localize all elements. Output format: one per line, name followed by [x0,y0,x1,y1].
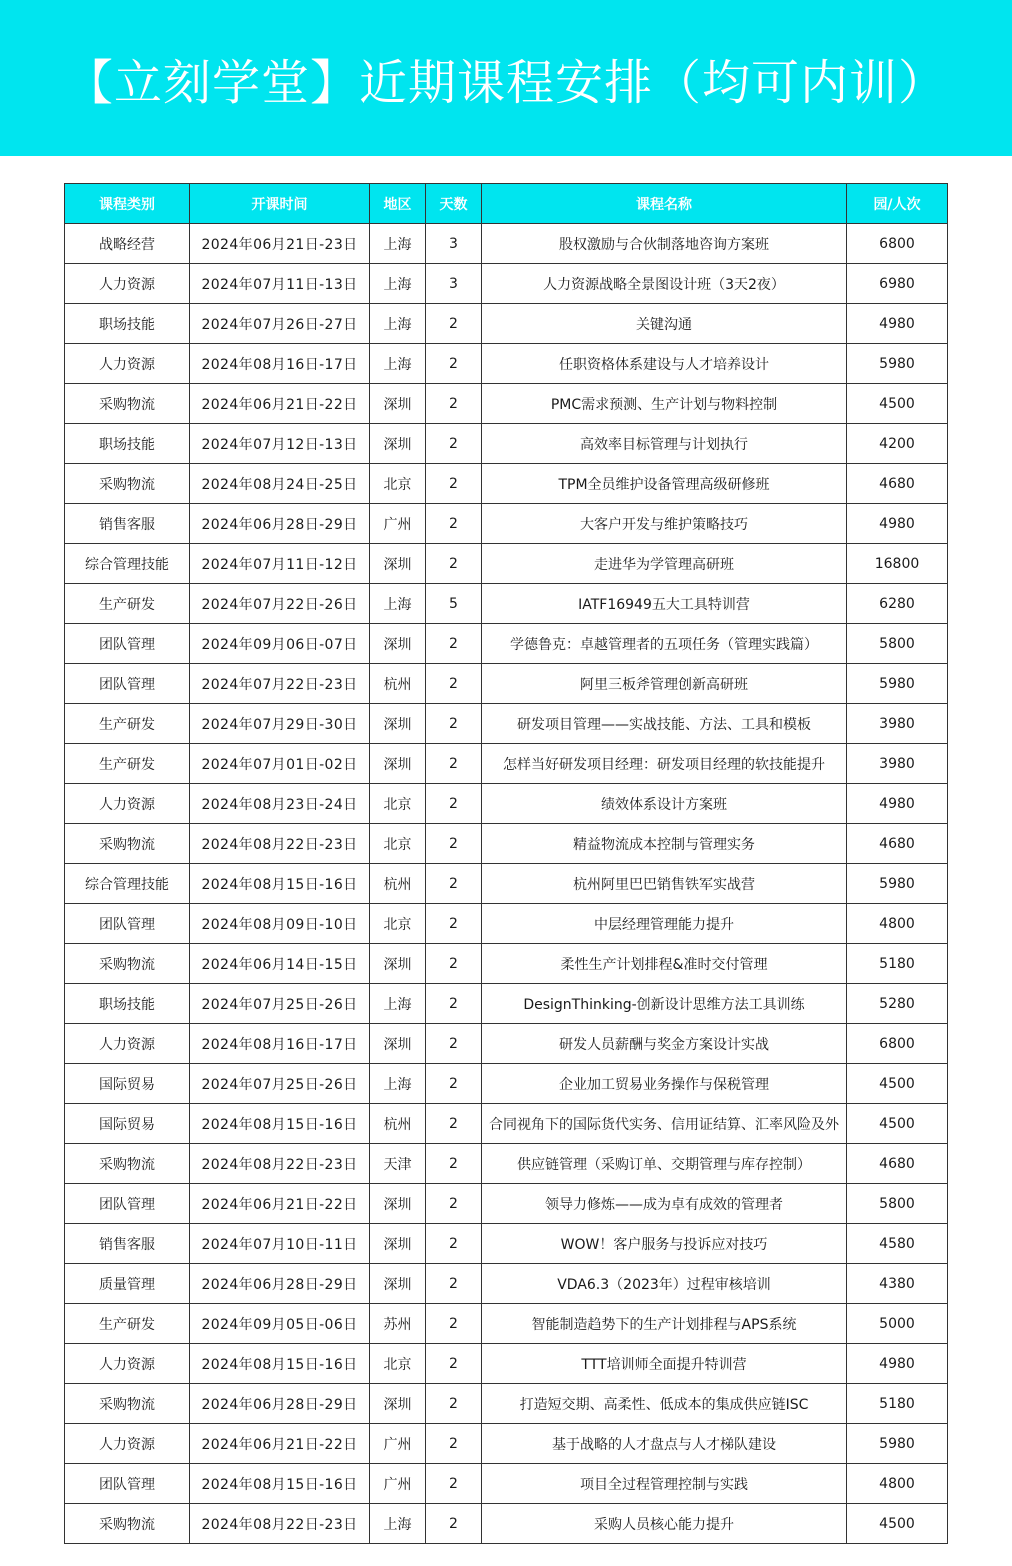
course-name-cell: TTT培训师全面提升特训营 [482,1344,847,1384]
category-cell: 销售客服 [65,1224,190,1264]
price-cell: 5980 [847,864,948,904]
price-cell: 3980 [847,704,948,744]
table-row [65,304,948,344]
table-row [65,264,948,304]
days-cell: 2 [426,424,482,464]
table-row [65,224,948,264]
region-cell: 广州 [370,504,426,544]
category-cell: 生产研发 [65,744,190,784]
table-header-row [65,184,948,224]
date-cell: 2024年08月09日-10日 [190,904,370,944]
price-cell: 5180 [847,1384,948,1424]
course-schedule-table [64,183,948,1544]
table-row [65,1024,948,1064]
region-cell: 北京 [370,1344,426,1384]
date-cell: 2024年06月21日-22日 [190,384,370,424]
course-name-cell: WOW！客户服务与投诉应对技巧 [482,1224,847,1264]
region-cell: 上海 [370,224,426,264]
course-name-cell: 供应链管理（采购订单、交期管理与库存控制） [482,1144,847,1184]
table-row [65,1424,948,1464]
date-cell: 2024年08月15日-16日 [190,1464,370,1504]
category-cell: 综合管理技能 [65,544,190,584]
course-name-cell: DesignThinking-创新设计思维方法工具训练 [482,984,847,1024]
category-cell: 采购物流 [65,824,190,864]
table-row [65,1144,948,1184]
date-cell: 2024年08月22日-23日 [190,1144,370,1184]
region-cell: 深圳 [370,624,426,664]
date-cell: 2024年07月26日-27日 [190,304,370,344]
category-cell: 人力资源 [65,1424,190,1464]
date-cell: 2024年08月24日-25日 [190,464,370,504]
region-cell: 北京 [370,784,426,824]
price-cell: 4500 [847,384,948,424]
price-cell: 4680 [847,1144,948,1184]
date-cell: 2024年07月25日-26日 [190,984,370,1024]
course-name-cell: 研发项目管理——实战技能、方法、工具和模板 [482,704,847,744]
category-cell: 职场技能 [65,424,190,464]
table-row [65,1344,948,1384]
table-row [65,624,948,664]
category-cell: 生产研发 [65,704,190,744]
price-cell: 5980 [847,664,948,704]
price-cell: 6800 [847,224,948,264]
date-cell: 2024年09月05日-06日 [190,1304,370,1344]
date-cell: 2024年08月22日-23日 [190,1504,370,1544]
region-cell: 上海 [370,584,426,624]
course-name-cell: 精益物流成本控制与管理实务 [482,824,847,864]
region-cell: 广州 [370,1424,426,1464]
price-cell: 4980 [847,504,948,544]
table-row [65,504,948,544]
header-days: 天数 [426,184,482,224]
date-cell: 2024年08月22日-23日 [190,824,370,864]
course-name-cell: PMC需求预测、生产计划与物料控制 [482,384,847,424]
region-cell: 深圳 [370,1384,426,1424]
price-cell: 4980 [847,1344,948,1384]
date-cell: 2024年07月01日-02日 [190,744,370,784]
price-cell: 5800 [847,1184,948,1224]
region-cell: 深圳 [370,1224,426,1264]
price-cell: 5180 [847,944,948,984]
price-cell: 5000 [847,1304,948,1344]
table-row [65,424,948,464]
price-cell: 4680 [847,824,948,864]
days-cell: 2 [426,1184,482,1224]
date-cell: 2024年09月06日-07日 [190,624,370,664]
table-row [65,824,948,864]
region-cell: 深圳 [370,384,426,424]
category-cell: 人力资源 [65,344,190,384]
region-cell: 上海 [370,1504,426,1544]
course-name-cell: 关键沟通 [482,304,847,344]
course-name-cell: 怎样当好研发项目经理：研发项目经理的软技能提升 [482,744,847,784]
category-cell: 人力资源 [65,1344,190,1384]
date-cell: 2024年08月15日-16日 [190,1344,370,1384]
table-row [65,984,948,1024]
days-cell: 2 [426,304,482,344]
course-name-cell: 任职资格体系建设与人才培养设计 [482,344,847,384]
course-name-cell: 研发人员薪酬与奖金方案设计实战 [482,1024,847,1064]
days-cell: 2 [426,1224,482,1264]
header-start-time: 开课时间 [190,184,370,224]
title-banner [0,0,1012,156]
course-name-cell: 走进华为学管理高研班 [482,544,847,584]
price-cell: 4500 [847,1064,948,1104]
price-cell: 4680 [847,464,948,504]
region-cell: 深圳 [370,1264,426,1304]
category-cell: 采购物流 [65,1384,190,1424]
price-cell: 4580 [847,1224,948,1264]
region-cell: 杭州 [370,864,426,904]
table-row [65,1384,948,1424]
region-cell: 北京 [370,824,426,864]
category-cell: 战略经营 [65,224,190,264]
days-cell: 2 [426,384,482,424]
days-cell: 2 [426,1104,482,1144]
category-cell: 采购物流 [65,944,190,984]
table-row [65,1184,948,1224]
region-cell: 苏州 [370,1304,426,1344]
course-name-cell: 中层经理管理能力提升 [482,904,847,944]
table-row [65,784,948,824]
days-cell: 2 [426,624,482,664]
table-row [65,664,948,704]
region-cell: 深圳 [370,944,426,984]
header-course-name: 课程名称 [482,184,847,224]
days-cell: 2 [426,664,482,704]
course-name-cell: 股权激励与合伙制落地咨询方案班 [482,224,847,264]
category-cell: 团队管理 [65,624,190,664]
table-row [65,744,948,784]
region-cell: 深圳 [370,1024,426,1064]
header-region: 地区 [370,184,426,224]
page-title: 【立刻学堂】近期课程安排（均可内训） [64,54,947,111]
date-cell: 2024年07月22日-26日 [190,584,370,624]
price-cell: 16800 [847,544,948,584]
days-cell: 2 [426,1304,482,1344]
days-cell: 2 [426,984,482,1024]
region-cell: 杭州 [370,1104,426,1144]
date-cell: 2024年06月28日-29日 [190,1384,370,1424]
category-cell: 采购物流 [65,384,190,424]
date-cell: 2024年06月21日-23日 [190,224,370,264]
category-cell: 国际贸易 [65,1064,190,1104]
category-cell: 国际贸易 [65,1104,190,1144]
region-cell: 上海 [370,264,426,304]
days-cell: 2 [426,704,482,744]
price-cell: 3980 [847,744,948,784]
days-cell: 2 [426,1264,482,1304]
course-name-cell: 采购人员核心能力提升 [482,1504,847,1544]
price-cell: 4800 [847,904,948,944]
category-cell: 生产研发 [65,1304,190,1344]
table-row [65,864,948,904]
date-cell: 2024年07月22日-23日 [190,664,370,704]
days-cell: 2 [426,544,482,584]
days-cell: 2 [426,1464,482,1504]
table-row [65,544,948,584]
category-cell: 人力资源 [65,784,190,824]
days-cell: 2 [426,1024,482,1064]
category-cell: 职场技能 [65,984,190,1024]
date-cell: 2024年06月28日-29日 [190,504,370,544]
region-cell: 天津 [370,1144,426,1184]
table-row [65,464,948,504]
category-cell: 团队管理 [65,1464,190,1504]
header-category: 课程类别 [65,184,190,224]
course-name-cell: 合同视角下的国际货代实务、信用证结算、汇率风险及外 [482,1104,847,1144]
category-cell: 职场技能 [65,304,190,344]
region-cell: 上海 [370,344,426,384]
region-cell: 深圳 [370,1184,426,1224]
region-cell: 深圳 [370,424,426,464]
table-row [65,384,948,424]
region-cell: 上海 [370,984,426,1024]
course-name-cell: IATF16949五大工具特训营 [482,584,847,624]
date-cell: 2024年08月23日-24日 [190,784,370,824]
days-cell: 2 [426,904,482,944]
date-cell: 2024年06月21日-22日 [190,1424,370,1464]
region-cell: 北京 [370,904,426,944]
course-name-cell: 柔性生产计划排程&准时交付管理 [482,944,847,984]
date-cell: 2024年08月15日-16日 [190,1104,370,1144]
category-cell: 采购物流 [65,1144,190,1184]
course-name-cell: 智能制造趋势下的生产计划排程与APS系统 [482,1304,847,1344]
table-body [65,224,948,1544]
category-cell: 团队管理 [65,664,190,704]
price-cell: 4500 [847,1504,948,1544]
price-cell: 5980 [847,344,948,384]
price-cell: 6800 [847,1024,948,1064]
date-cell: 2024年08月16日-17日 [190,1024,370,1064]
course-name-cell: 学德鲁克：卓越管理者的五项任务（管理实践篇） [482,624,847,664]
days-cell: 3 [426,264,482,304]
date-cell: 2024年07月12日-13日 [190,424,370,464]
days-cell: 2 [426,744,482,784]
days-cell: 2 [426,944,482,984]
days-cell: 5 [426,584,482,624]
course-name-cell: TPM全员维护设备管理高级研修班 [482,464,847,504]
table-row [65,1064,948,1104]
course-name-cell: 打造短交期、高柔性、低成本的集成供应链ISC [482,1384,847,1424]
days-cell: 2 [426,1424,482,1464]
date-cell: 2024年08月15日-16日 [190,864,370,904]
course-name-cell: 杭州阿里巴巴销售铁军实战营 [482,864,847,904]
date-cell: 2024年07月25日-26日 [190,1064,370,1104]
course-name-cell: 大客户开发与维护策略技巧 [482,504,847,544]
table-row [65,1504,948,1544]
course-name-cell: 基于战略的人才盘点与人才梯队建设 [482,1424,847,1464]
category-cell: 生产研发 [65,584,190,624]
days-cell: 2 [426,1144,482,1184]
category-cell: 团队管理 [65,904,190,944]
course-name-cell: 绩效体系设计方案班 [482,784,847,824]
days-cell: 2 [426,1384,482,1424]
price-cell: 6980 [847,264,948,304]
course-name-cell: VDA6.3（2023年）过程审核培训 [482,1264,847,1304]
category-cell: 销售客服 [65,504,190,544]
days-cell: 2 [426,464,482,504]
table-row [65,904,948,944]
date-cell: 2024年07月11日-12日 [190,544,370,584]
date-cell: 2024年07月29日-30日 [190,704,370,744]
category-cell: 人力资源 [65,1024,190,1064]
days-cell: 2 [426,1064,482,1104]
days-cell: 2 [426,864,482,904]
price-cell: 4800 [847,1464,948,1504]
price-cell: 5800 [847,624,948,664]
region-cell: 上海 [370,1064,426,1104]
category-cell: 团队管理 [65,1184,190,1224]
days-cell: 2 [426,1504,482,1544]
course-name-cell: 阿里三板斧管理创新高研班 [482,664,847,704]
date-cell: 2024年07月11日-13日 [190,264,370,304]
region-cell: 深圳 [370,744,426,784]
region-cell: 杭州 [370,664,426,704]
table-row [65,1264,948,1304]
price-cell: 4380 [847,1264,948,1304]
date-cell: 2024年08月16日-17日 [190,344,370,384]
days-cell: 2 [426,824,482,864]
days-cell: 2 [426,504,482,544]
region-cell: 深圳 [370,704,426,744]
category-cell: 采购物流 [65,464,190,504]
region-cell: 北京 [370,464,426,504]
table-row [65,1104,948,1144]
table-row [65,1304,948,1344]
table-row [65,584,948,624]
table-row [65,1224,948,1264]
price-cell: 6280 [847,584,948,624]
date-cell: 2024年06月21日-22日 [190,1184,370,1224]
days-cell: 2 [426,1344,482,1384]
date-cell: 2024年06月28日-29日 [190,1264,370,1304]
price-cell: 4980 [847,304,948,344]
price-cell: 4200 [847,424,948,464]
course-name-cell: 高效率目标管理与计划执行 [482,424,847,464]
date-cell: 2024年06月14日-15日 [190,944,370,984]
region-cell: 深圳 [370,544,426,584]
region-cell: 广州 [370,1464,426,1504]
region-cell: 上海 [370,304,426,344]
price-cell: 5980 [847,1424,948,1464]
category-cell: 质量管理 [65,1264,190,1304]
table-row [65,1464,948,1504]
category-cell: 人力资源 [65,264,190,304]
course-name-cell: 企业加工贸易业务操作与保税管理 [482,1064,847,1104]
course-name-cell: 项目全过程管理控制与实践 [482,1464,847,1504]
days-cell: 2 [426,344,482,384]
table-row [65,944,948,984]
header-price: 园/人次 [847,184,948,224]
category-cell: 采购物流 [65,1504,190,1544]
course-name-cell: 人力资源战略全景图设计班（3天2夜） [482,264,847,304]
price-cell: 5280 [847,984,948,1024]
date-cell: 2024年07月10日-11日 [190,1224,370,1264]
days-cell: 2 [426,784,482,824]
course-name-cell: 领导力修炼——成为卓有成效的管理者 [482,1184,847,1224]
price-cell: 4980 [847,784,948,824]
price-cell: 4500 [847,1104,948,1144]
category-cell: 综合管理技能 [65,864,190,904]
table-row [65,704,948,744]
days-cell: 3 [426,224,482,264]
table-row [65,344,948,384]
